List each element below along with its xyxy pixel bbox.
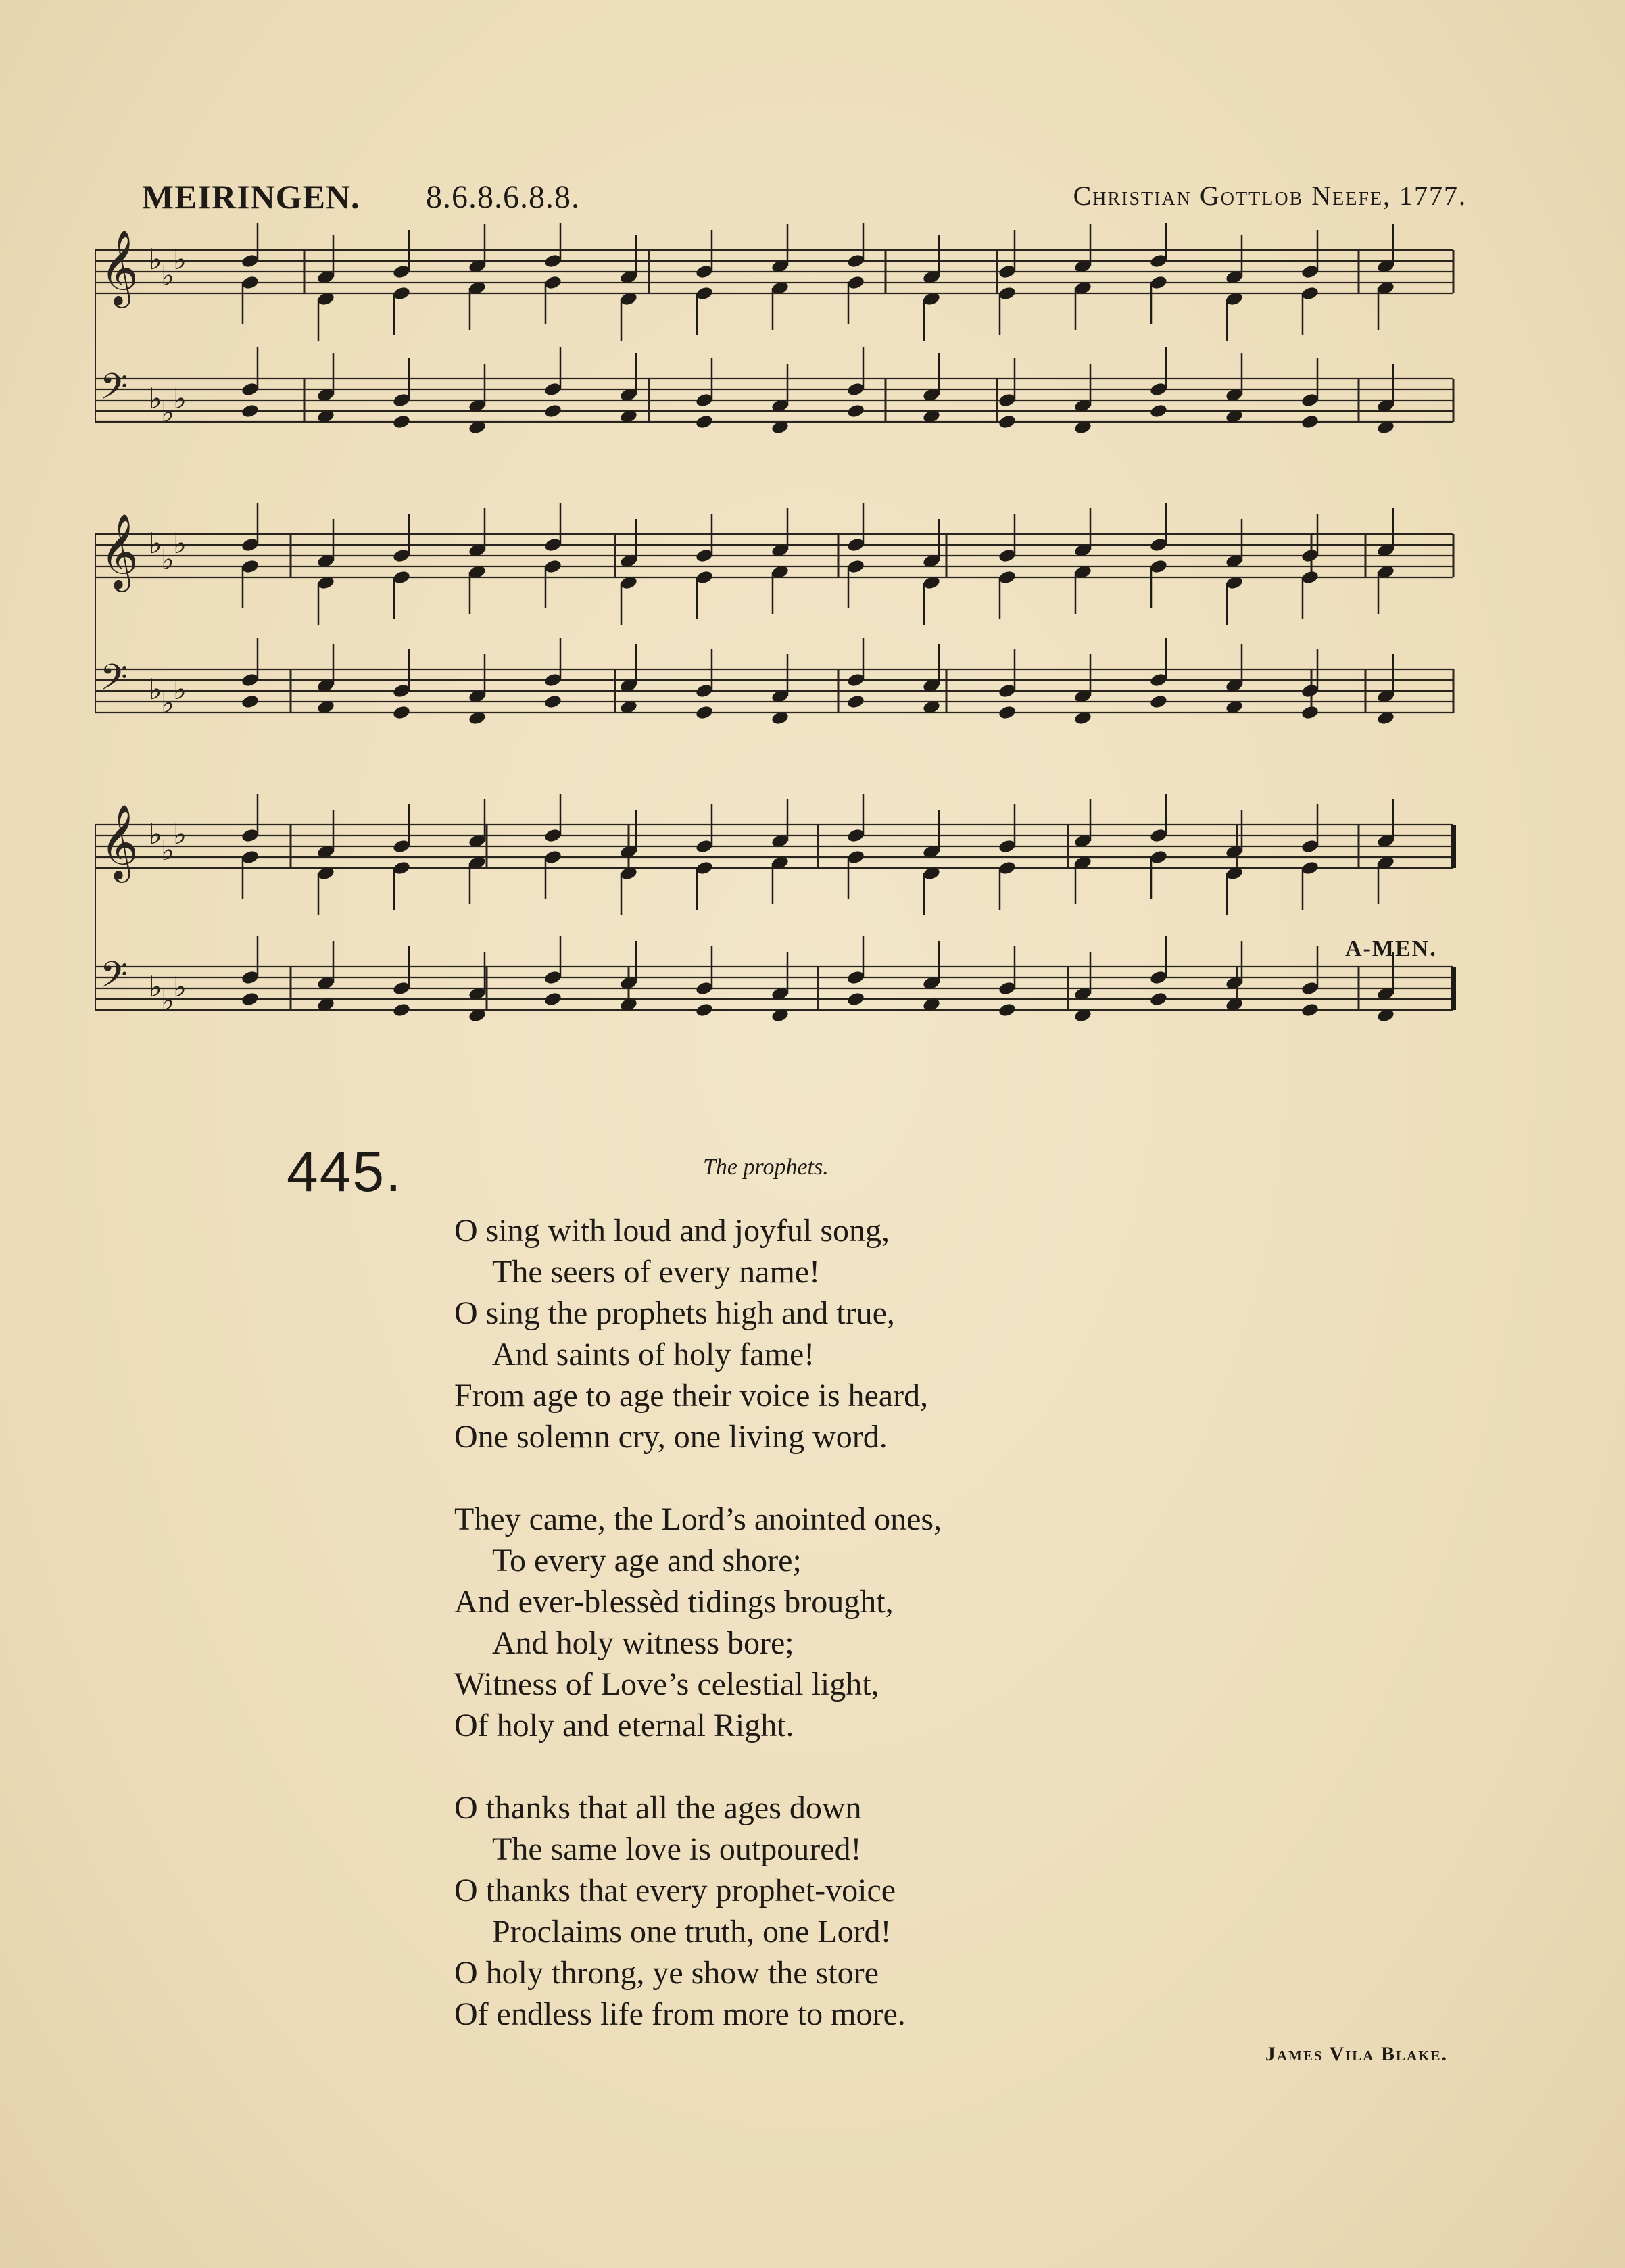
stanza-line: And saints of holy fame!	[492, 1336, 815, 1372]
final-barline	[1451, 825, 1456, 868]
note-head	[543, 403, 562, 418]
tune-header	[142, 177, 1467, 218]
flat-icon: ♭	[173, 527, 187, 560]
note-head	[1149, 991, 1168, 1007]
flat-icon: ♭	[161, 984, 174, 1017]
stanza-line: O sing with loud and joyful song,	[454, 1213, 890, 1249]
note-head	[846, 694, 865, 709]
hymn-author: James Vila Blake.	[1265, 2043, 1448, 2065]
note-head	[543, 694, 562, 709]
staff-systems	[95, 223, 1456, 1023]
note-head	[695, 414, 714, 429]
stanza-2	[454, 1499, 1333, 1746]
note-head	[695, 704, 714, 720]
bass-clef-icon: 𝄢	[100, 955, 128, 1005]
flat-icon: ♭	[149, 382, 162, 415]
flat-icon: ♭	[173, 673, 187, 706]
final-barline	[1451, 967, 1456, 1010]
flat-icon: ♭	[149, 673, 162, 706]
note-head	[1301, 704, 1319, 720]
music-score	[95, 223, 1474, 1102]
stanza-line: Of holy and eternal Right.	[454, 1708, 794, 1743]
stanza-line: To every age and shore;	[492, 1543, 802, 1578]
note-head	[1301, 414, 1319, 429]
stanza-line: O holy throng, ye show the store	[454, 1955, 879, 1991]
stanza-line: The seers of every name!	[492, 1254, 821, 1290]
hymn-number: 445.	[287, 1140, 403, 1203]
note-head	[241, 694, 260, 709]
flat-icon: ♭	[161, 395, 174, 429]
amen-label: A-MEN.	[1345, 936, 1437, 961]
composer: Christian Gottlob Neefe, 1777.	[1073, 180, 1467, 211]
flat-icon: ♭	[149, 243, 162, 276]
note-head	[392, 1002, 411, 1017]
stanza-line: Of endless life from more to more.	[454, 1996, 906, 2032]
note-head	[846, 403, 865, 418]
note-head	[1301, 1002, 1319, 1017]
flat-icon: ♭	[161, 686, 174, 719]
flat-icon: ♭	[161, 259, 174, 292]
stanza-line: The same love is outpoured!	[492, 1831, 862, 1867]
bass-clef-icon: 𝄢	[100, 366, 128, 416]
flat-icon: ♭	[161, 543, 174, 576]
flat-icon: ♭	[161, 834, 174, 867]
note-head	[392, 704, 411, 720]
note-head	[543, 991, 562, 1007]
flat-icon: ♭	[173, 382, 187, 415]
treble-clef-icon: 𝄞	[100, 513, 139, 589]
flat-icon: ♭	[173, 970, 187, 1003]
note-head	[998, 704, 1017, 720]
meter: 8.6.8.6.8.8.	[426, 179, 580, 215]
stanza-line: And holy witness bore;	[492, 1625, 794, 1661]
hymn-subtitle: The prophets.	[703, 1155, 829, 1180]
note-head	[1149, 403, 1168, 418]
bass-clef-icon: 𝄢	[100, 657, 128, 707]
note-head	[998, 1002, 1017, 1017]
note-head	[846, 991, 865, 1007]
hymn-text	[454, 1210, 1333, 2076]
stanza-line: O thanks that all the ages down	[454, 1790, 862, 1826]
treble-clef-icon: 𝄞	[100, 229, 139, 305]
flat-icon: ♭	[149, 817, 162, 850]
stanza-3	[454, 1787, 1333, 2035]
note-head	[695, 1002, 714, 1017]
stanza-1	[454, 1210, 1333, 1457]
note-head	[998, 414, 1017, 429]
note-head	[1149, 694, 1168, 709]
flat-icon: ♭	[149, 970, 162, 1003]
stanza-line: Proclaims one truth, one Lord!	[492, 1914, 892, 1950]
flat-icon: ♭	[173, 243, 187, 276]
stanza-line: One solemn cry, one living word.	[454, 1419, 888, 1455]
stanza-line: O thanks that every prophet-voice	[454, 1873, 896, 1908]
flat-icon: ♭	[149, 527, 162, 560]
note-head	[241, 991, 260, 1007]
stanza-line: From age to age their voice is heard,	[454, 1378, 929, 1414]
stanza-line: Witness of Love’s celestial light,	[454, 1666, 879, 1702]
tune-name: MEIRINGEN.	[142, 178, 360, 216]
note-head	[392, 414, 411, 429]
treble-clef-icon: 𝄞	[100, 804, 139, 879]
note-head	[241, 403, 260, 418]
stanza-line: And ever-blessèd tidings brought,	[454, 1584, 894, 1620]
flat-icon: ♭	[173, 817, 187, 850]
stanza-line: They came, the Lord’s anointed ones,	[454, 1501, 942, 1537]
stanza-line: O sing the prophets high and true,	[454, 1295, 895, 1331]
